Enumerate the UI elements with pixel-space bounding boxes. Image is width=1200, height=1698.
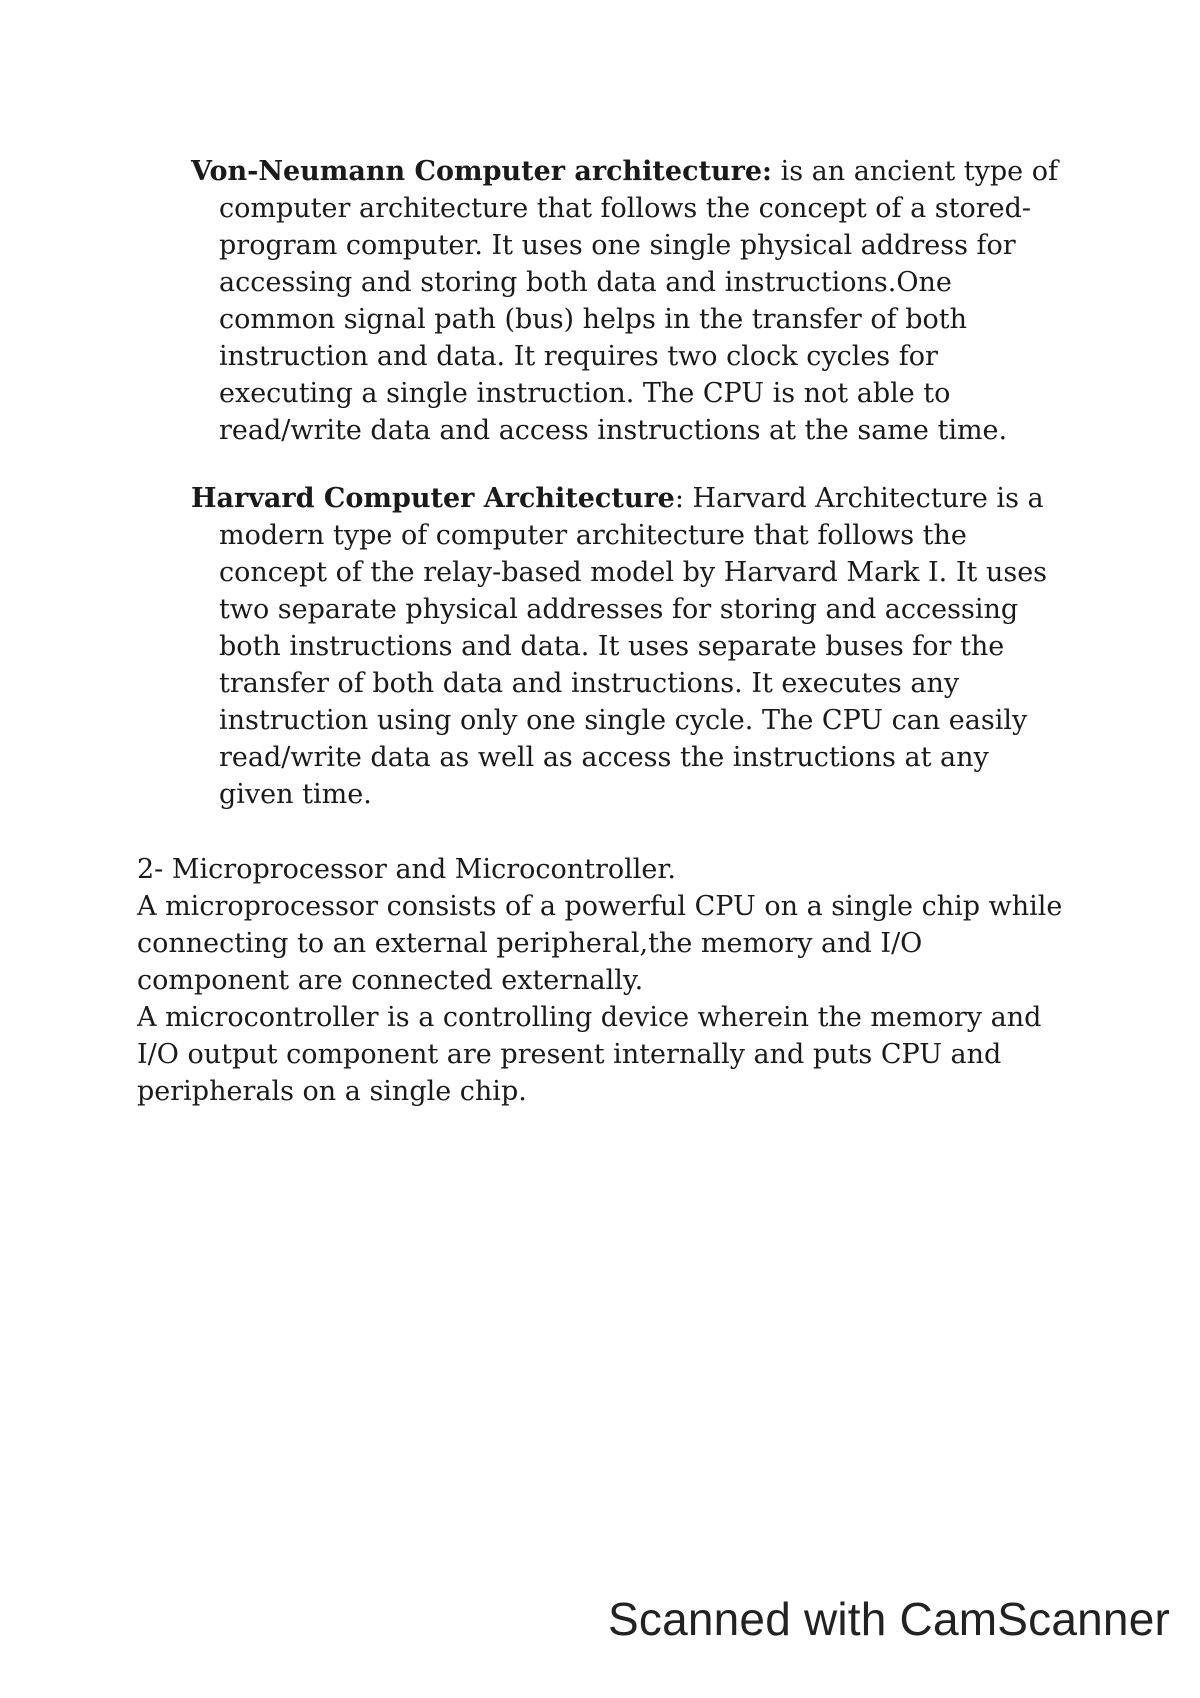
microprocessor-paragraph: A microprocessor consists of a powerful CPU on a single chip while connecting to an external peripheral,the memory and I/O component are connected externally.: [137, 891, 1063, 996]
micro-section: [137, 851, 1067, 1110]
von-neumann-paragraph: [191, 153, 1071, 449]
von-neumann-section: [191, 153, 1071, 449]
micro-heading: 2- Microprocessor and Microcontroller.: [137, 854, 676, 885]
von-neumann-body: is an ancient type of computer architecture that follows the concept of a stored-program computer. It uses one single physical address for accessing and storing both data and instructions.One common signal path (bus) helps in the transfer of both instruction and data. It requires two clock cycles for executing a single instruction. The CPU is not able to read/write data and access instructions at the same time.: [219, 156, 1058, 446]
camscanner-watermark: Scanned with CamScanner: [607, 1593, 1170, 1645]
microcontroller-paragraph: A microcontroller is a controlling device wherein the memory and I/O output component are present internally and puts CPU and peripherals on a single chip.: [137, 1002, 1042, 1107]
harvard-term: Harvard Computer Architecture: [191, 483, 675, 514]
von-neumann-term: Von-Neumann Computer architecture:: [191, 156, 772, 187]
harvard-paragraph: [191, 480, 1071, 813]
harvard-body: : Harvard Architecture is a modern type of computer architecture that follows the concept of the relay-based model by Harvard Mark I. It uses two separate physical addresses for storing and accessing both instructions and data. It uses separate buses for the transfer of both data and instructions. It executes any instruction using only one single cycle. The CPU can easily read/write data as well as access the instructions at any given time.: [219, 483, 1048, 810]
harvard-section: [191, 480, 1071, 813]
